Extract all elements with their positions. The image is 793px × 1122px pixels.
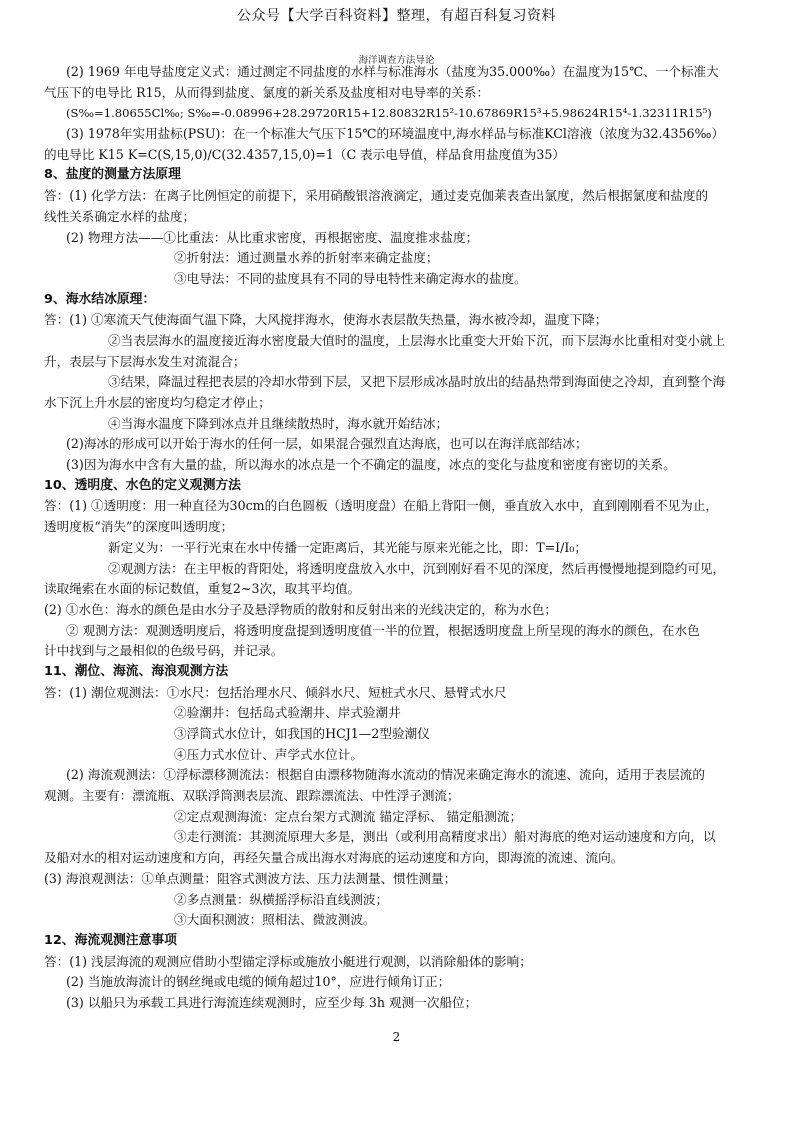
page-number: 2 <box>392 1030 401 1044</box>
text-line: ③走行测流：其测流原理大多是，测出（或利用高精度求出）船对海底的绝对运动速度和方向，以 <box>174 829 716 845</box>
text-line: 答：(1) 潮位观测法：①水尺：包括治理水尺、倾斜水尺、短桩式水尺、悬臂式水尺 <box>44 684 507 700</box>
text-line: 及船对水的相对运动速度和方向，再经矢量合成出海水对海底的运动速度和方向，即海流的流速、流向。 <box>44 850 624 866</box>
text-line: ②观测方法：在主甲板的背阳处，将透明度盘放入水中，沉到刚好看不见的深度，然后再慢慢地提到隐约可见， <box>108 560 726 576</box>
text-line: ③大面积测波：照相法、微波测波。 <box>174 912 376 928</box>
text-line: ②验潮井：包括岛式验潮井、岸式验潮井 <box>174 705 401 721</box>
text-line: ②多点测量：纵横摇浮标沿直线测波； <box>174 891 389 907</box>
text-line: 计中找到与之最相似的色级号码，并记录。 <box>44 643 284 659</box>
text-line: (2) 1969 年电导盐度定义式：通过测定不同盐度的水样与标准海水（盐度为35.000‰）在温度为15℃、一个标准大 <box>66 64 719 79</box>
running-title: 海洋调查方法导论 <box>358 55 435 66</box>
text-line: (2)海冰的形成可以开始于海水的任何一层，如果混合强烈直达海底，也可以在海洋底部结冰； <box>66 436 588 452</box>
text-line: 答：(1) 化学方法：在离子比例恒定的前提下，采用硝酸银溶液滴定，通过麦克伽莱表查出氯度，然后根据氯度和盐度的 <box>44 188 709 204</box>
section-heading: 9、海水结冰原理： <box>44 291 156 307</box>
document-body <box>44 62 786 1014</box>
text-line: 的电导比 K15 K=C(S,15,0)/C(32.4357,15,0)=1（C 表示电导值，样品食用盐度值为35） <box>44 146 566 162</box>
text-line: 升，表层与下层海水发生对流混合； <box>44 353 246 369</box>
text-line: ②折射法：通过测量水养的折射率来确定盐度； <box>174 250 439 266</box>
section-heading: 10、透明度、水色的定义观测方法 <box>44 477 241 493</box>
text-line: ③浮筒式水位计，如我国的HCJ1—2型验潮仪 <box>174 726 430 741</box>
text-line: (3) 1978年实用盐标(PSU)：在一个标准大气压下15℃的环境温度中,海水样品与标准KCl溶液（浓度为32.4356‰） <box>66 126 725 142</box>
text-line: 新定义为：一平行光束在水中传播一定距离后，其光能与原来光能之比，即：T=I/I₀； <box>108 539 587 555</box>
text-line: ④当海水温度下降到冰点并且继续散热时，海水就开始结冰； <box>108 415 449 431</box>
text-line: 透明度板“消失”的深度叫透明度； <box>44 519 234 535</box>
text-line: (2) 海流观测法：①浮标漂移测流法：根据自由漂移物随海水流动的情况来确定海水的流速、流向，适用于表层流的 <box>66 767 705 783</box>
text-line: (3) 海浪观测法：①单点测量：阻容式测波方法、压力法测量、惯性测量； <box>44 870 457 886</box>
text-line: ③结果，降温过程把表层的冷却水带到下层，又把下层形成冰晶时放出的结晶热带到海面使之冷却，直到整个海 <box>108 374 726 390</box>
text-line: ②当表层海水的温度接近海水密度最大值时的温度，上层海水比重变大开始下沉，而下层海水比重相对变小就上 <box>108 332 726 348</box>
text-line: 答：(1) ①透明度：用一种直径为30cm的白色圆板（透明度盘）在船上背阳一侧，垂直放入水中，直到刚刚看不见为止， <box>44 498 718 514</box>
text-line: 观测。主要有：漂流瓶、双联浮筒测表层流、跟踪漂流法、中性浮子测流； <box>44 788 460 804</box>
text-line: ②定点观测海流：定点台架方式测流 锚定浮标、 锚定船测流； <box>174 808 523 824</box>
text-line: ④压力式水位计、声学式水位计。 <box>174 746 363 762</box>
text-line: 线性关系确定水样的盐度； <box>44 208 196 224</box>
text-line: ③电导法：不同的盐度具有不同的导电特性来确定海水的盐度。 <box>174 270 527 286</box>
section-heading: 12、海流观测注意事项 <box>44 932 177 948</box>
text-line: 水下沉上升水层的密度均匀稳定才停止； <box>44 395 271 410</box>
text-line: 答：(1) ①寒流天气使海面气温下降，大风搅拌海水，使海水表层散失热量，海水被冷却，温度下降； <box>44 312 608 328</box>
section-heading: 11、潮位、海流、海浪观测方法 <box>44 663 229 679</box>
section-heading: 8、盐度的测量方法原理 <box>44 167 181 183</box>
text-line: (3) 以船只为承载工具进行海流连续观测时，应至少每 3h 观测一次船位； <box>66 994 478 1010</box>
text-line: 读取绳索在水面的标记数值，重复2~3次，取其平均值。 <box>44 581 361 597</box>
text-line: (2) 物理方法——①比重法：从比重求密度，再根据密度、温度推求盐度； <box>66 229 479 245</box>
text-line: (2) ①水色：海水的颜色是由水分子及悬浮物质的散射和反射出来的光线决定的，称为水色； <box>44 601 557 617</box>
header-banner: 公众号【大学百科资料】整理，有超百科复习资料 <box>237 8 556 24</box>
text-line: (3)因为海水中含有大量的盐，所以海水的冰点是一个不确定的温度，冰点的变化与盐度和密度有密切的关系。 <box>66 457 676 473</box>
text-line: 气压下的电导比 R15，从而得到盐度、氯度的新关系及盐度相对电导率的关系： <box>44 84 490 100</box>
text-line: (S‰=1.80655Cl‰; S‰=-0.08996+28.29720R15+12.80832R15²-10.67869R15³+5.98624R15⁴-1.32311R15⁵) <box>66 106 712 121</box>
text-line: ② 观测方法：观测透明度后，将透明度盘提到透明度值一半的位置，根据透明度盘上所呈现的海水的颜色，在水色 <box>66 622 700 638</box>
text-line: (2) 当施放海流计的钢丝绳或电缆的倾角超过10°，应进行倾角订正； <box>66 974 451 990</box>
text-line: 答：(1) 浅层海流的观测应借助小型锚定浮标或施放小艇进行观测，以消除船体的影响； <box>44 953 532 969</box>
